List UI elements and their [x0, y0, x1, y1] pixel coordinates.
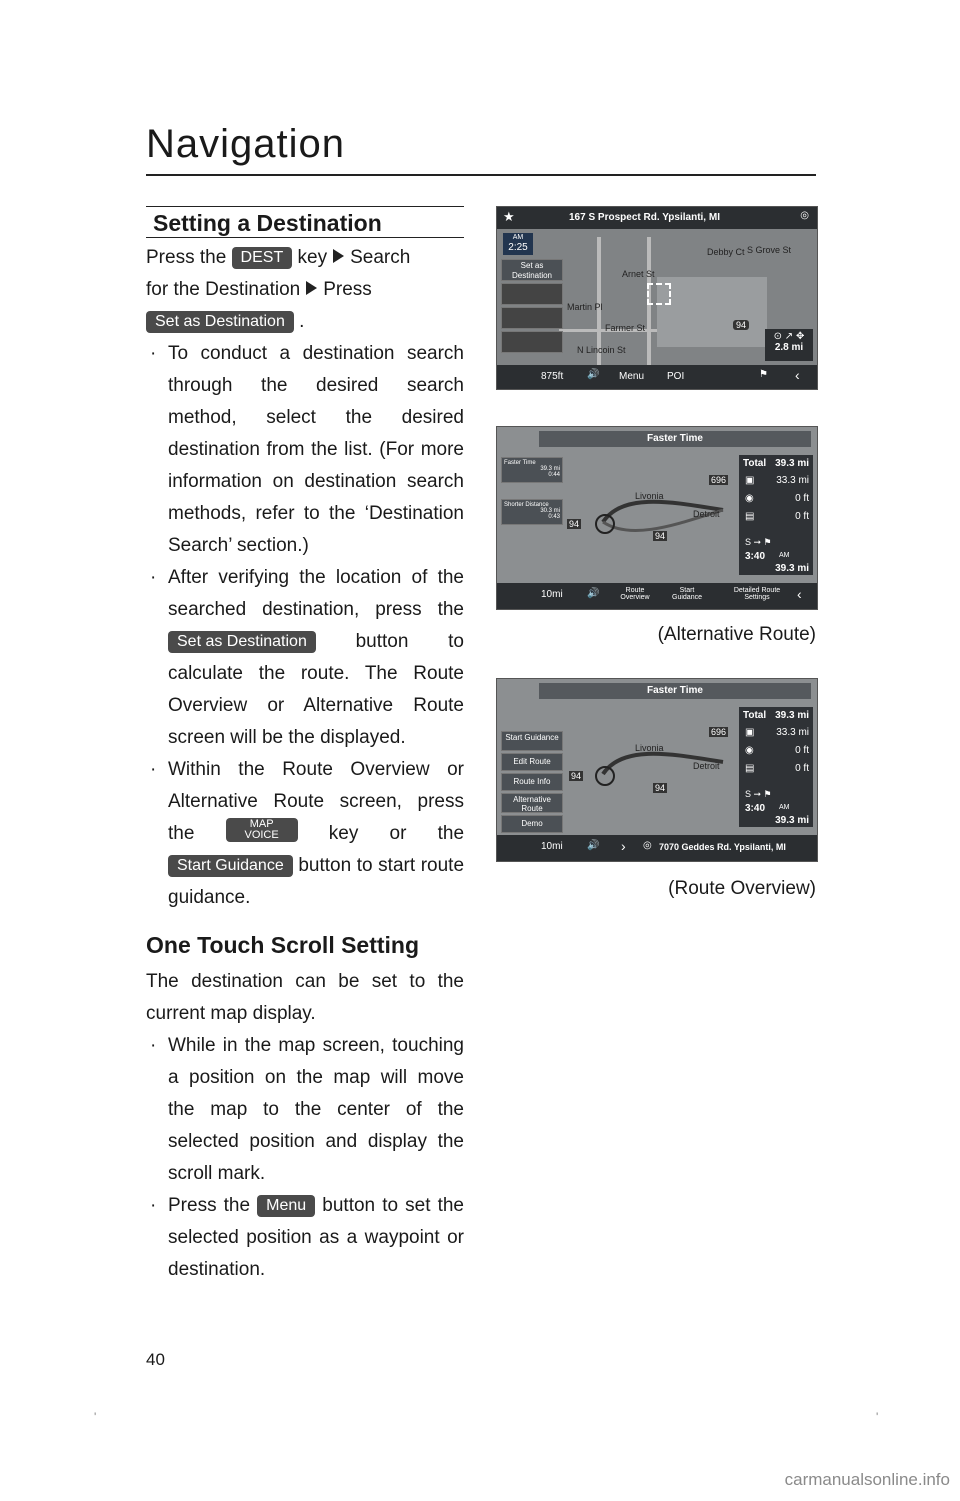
- street-label: Arnet St: [622, 269, 655, 279]
- intro-line-2: for the Destination Press: [146, 279, 372, 300]
- highway-shield: 94: [571, 771, 582, 781]
- map-scale: 875ft: [541, 371, 564, 382]
- crop-mark: ': [94, 1410, 97, 1424]
- caption-alternative-route: (Alternative Route): [657, 624, 816, 645]
- highway-shield: 94: [655, 783, 666, 793]
- distance-box: ⊙ ↗ ✥ 2.8 mi: [765, 329, 813, 361]
- chevron-right-icon[interactable]: ›: [621, 838, 626, 854]
- detailed-route-settings-button[interactable]: Detailed Route Settings: [733, 587, 781, 601]
- city-label: Livonia: [635, 491, 664, 501]
- ferry-icon: ◉: [745, 745, 754, 756]
- route-overview-button[interactable]: Route Overview: [620, 587, 650, 601]
- bottom-toolbar: [497, 583, 817, 609]
- bullet-2: · After verifying the location of the searched destination, press the Set as Destination button to calculate the route. The Route Overview or Alternative Route screen will be the displayed.: [150, 567, 464, 748]
- map-scale: 10mi: [541, 589, 563, 600]
- map-voice-key: MAP VOICE: [226, 818, 298, 842]
- arrow-right-icon: [306, 281, 317, 295]
- street-label: Martin Pl: [567, 302, 603, 312]
- page-number: 40: [146, 1350, 165, 1369]
- nav-screen-route-overview: [496, 678, 818, 862]
- route-summary-panel: Total 39.3 mi ▣ 33.3 mi ◉ 0 ft ▤ 0 ft S ➞ ⚑ 3:40 AM 39.3 mi: [739, 707, 813, 827]
- ferry-icon: ◉: [745, 493, 754, 504]
- watermark-footer[interactable]: carmanualsonline.info: [784, 1470, 950, 1489]
- screen-title: Faster Time: [539, 683, 811, 699]
- dest-key: DEST: [232, 247, 293, 269]
- set-as-destination-button: Set as Destination: [146, 311, 294, 333]
- favorite-star-icon[interactable]: ★: [503, 209, 515, 224]
- section-heading-setting-destination: Setting a Destination: [146, 206, 464, 238]
- flag-icon[interactable]: ⚑: [759, 369, 768, 380]
- street-label: S Grove St: [747, 245, 792, 255]
- city-label: Livonia: [635, 743, 664, 753]
- caption-route-overview: (Route Overview): [668, 878, 816, 899]
- edit-route-button[interactable]: Edit Route: [501, 753, 563, 771]
- highway-shield: 696: [711, 727, 727, 737]
- street-label: N Lincoin St: [577, 345, 626, 355]
- flag-icon: S ➞ ⚑: [745, 789, 772, 799]
- address-label: 7070 Geddes Rd. Ypsilanti, MI: [659, 842, 786, 852]
- nav-screen-set-destination: [496, 206, 818, 390]
- screen-title: Faster Time: [539, 431, 811, 447]
- start-guidance-button: Start Guidance: [168, 855, 293, 877]
- highway-shield: 94: [733, 320, 749, 330]
- zoom-icon[interactable]: ◎: [800, 210, 809, 221]
- route-option-faster-time[interactable]: Faster Time 39.3 mi 0:44: [501, 457, 563, 483]
- route-info-button[interactable]: Route Info: [501, 773, 563, 791]
- route-option-shorter-distance[interactable]: Shorter Distance 30.3 mi 0:43: [501, 499, 563, 525]
- volume-icon[interactable]: 🔊: [587, 588, 600, 599]
- clock: AM 2:25: [503, 233, 533, 255]
- title-rule: [146, 174, 816, 176]
- city-label: Detroit: [693, 509, 720, 519]
- nav-screen-alternative-route: [496, 426, 818, 610]
- intro-line-1: Press the DEST key Search: [146, 247, 411, 268]
- highway-shield: 94: [655, 531, 666, 541]
- alternative-route-button[interactable]: Alternative Route: [501, 793, 563, 813]
- intro-line-3: Set as Destination .: [146, 306, 464, 338]
- page-title: Navigation: [146, 122, 346, 166]
- section-heading-one-touch-scroll: One Touch Scroll Setting: [146, 932, 420, 958]
- back-icon[interactable]: ‹: [795, 367, 800, 383]
- back-icon[interactable]: ‹: [797, 586, 802, 602]
- volume-icon[interactable]: 🔊: [587, 840, 600, 851]
- route-summary-panel: Total 39.3 mi ▣ 33.3 mi ◉ 0 ft ▤ 0 ft S ➞ ⚑ 3:40 AM 39.3 mi: [739, 455, 813, 575]
- demo-button[interactable]: Demo: [501, 815, 563, 833]
- address-label: 167 S Prospect Rd. Ypsilanti, MI: [569, 212, 720, 223]
- start-guidance-button[interactable]: Start Guidance: [501, 731, 563, 751]
- street-label: Farmer St: [605, 323, 646, 333]
- map-area: [657, 277, 767, 347]
- car-icon: ▤: [745, 763, 755, 774]
- city-label: Detroit: [693, 761, 720, 771]
- flag-icon: S ➞ ⚑: [745, 537, 772, 547]
- highway-shield: 696: [711, 475, 727, 485]
- car-icon: ▤: [745, 511, 755, 522]
- street-label: Debby Ct: [707, 247, 745, 257]
- bottom-toolbar: [497, 835, 817, 861]
- start-guidance-button[interactable]: Start Guidance: [672, 587, 702, 601]
- crop-mark: ': [876, 1410, 879, 1424]
- menu-button[interactable]: Menu: [619, 371, 645, 382]
- bullet-5: · Press the Menu button to set the selected position as a waypoint or destination.: [150, 1195, 464, 1280]
- set-as-destination-button: Set as Destination: [168, 631, 316, 653]
- toll-icon: ▣: [745, 475, 755, 486]
- location-icon: ◎: [643, 840, 652, 851]
- section2-body: [146, 966, 464, 1286]
- menu-button: Menu: [257, 1195, 315, 1217]
- bullet-3: · Within the Route Overview or Alternative Route screen, press the MAP VOICE key or the Start Guidance button to start route guidance.: [150, 759, 465, 908]
- bottom-toolbar: [497, 365, 817, 389]
- set-as-destination-button[interactable]: Set as Destination: [501, 259, 563, 281]
- poi-button[interactable]: POI: [667, 371, 685, 382]
- section2-intro: The destination can be set to the current map display.: [146, 971, 464, 1024]
- map-scale: 10mi: [541, 841, 563, 852]
- bullet-4: · While in the map screen, touching a position on the map will move the map to the center of the selected position and display the scroll mark.: [150, 1035, 464, 1184]
- bullet-1: · To conduct a destination search through the desired search method, select the desired destination from the list. (For more information on destination search methods, refer to the ‘Destination Search’ section.): [150, 343, 464, 556]
- section1-body: [146, 242, 464, 914]
- scroll-mark-icon: [647, 283, 671, 305]
- arrow-right-icon: [333, 249, 344, 263]
- toll-icon: ▣: [745, 727, 755, 738]
- volume-icon[interactable]: 🔊: [587, 369, 600, 380]
- highway-shield: 94: [569, 519, 580, 529]
